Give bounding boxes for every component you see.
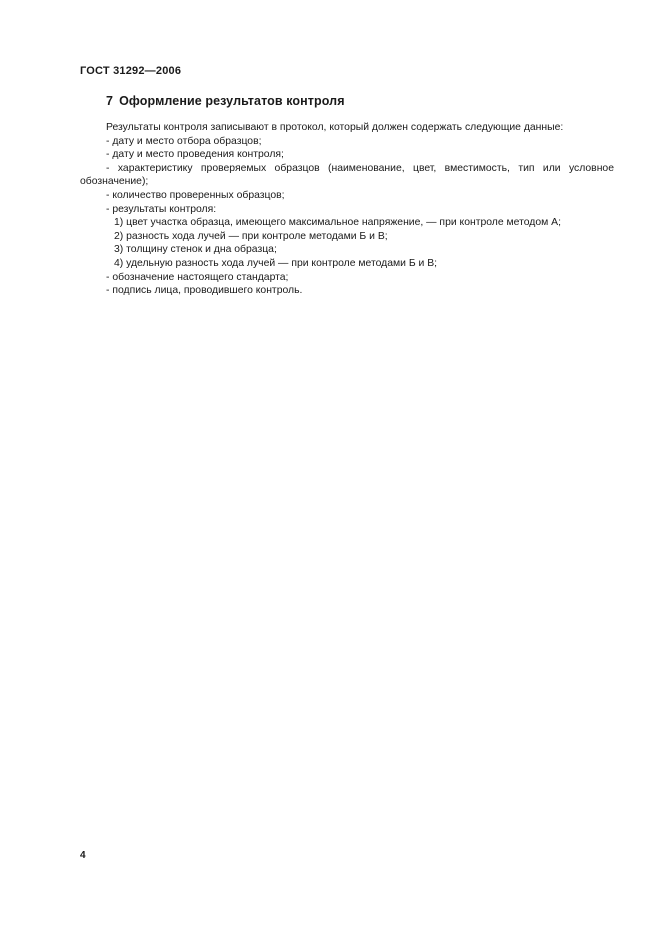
section-heading — [106, 94, 345, 108]
page-number: 4 — [80, 850, 86, 861]
intro-paragraph: Результаты контроля записывают в протокол, который должен содержать следующие данные: — [106, 122, 564, 133]
section-number: 7 — [106, 94, 114, 108]
page-header-standard-code: ГОСТ 31292—2006 — [80, 65, 182, 77]
list-item: - дату и место проведения контроля; — [106, 149, 284, 161]
list-item: - результаты контроля: — [106, 203, 217, 215]
results-item: 2) разность хода лучей — при контроле методами Б и В; — [114, 230, 388, 242]
results-item: 3) толщину стенок и дна образца; — [114, 244, 277, 256]
list-item: - дату и место отбора образцов; — [106, 135, 262, 147]
list-item: - подпись лица, проводившего контроль. — [106, 285, 303, 297]
section-title: Оформление результатов контроля — [119, 94, 345, 108]
list-item-characteristics: - характеристику проверяемых образцов (наименование, цвет, вместимость, тип или условное — [106, 162, 614, 174]
list-item: - количество проверенных образцов; — [106, 189, 285, 201]
list-item-characteristics-continuation: обозначение); — [80, 176, 149, 188]
results-item: 4) удельную разность хода лучей — при контроле методами Б и В; — [114, 257, 438, 269]
section-body — [80, 121, 614, 298]
list-item: - обозначение настоящего стандарта; — [106, 271, 289, 283]
results-item: 1) цвет участка образца, имеющего максимальное напряжение, — при контроле методом А; — [114, 217, 561, 229]
